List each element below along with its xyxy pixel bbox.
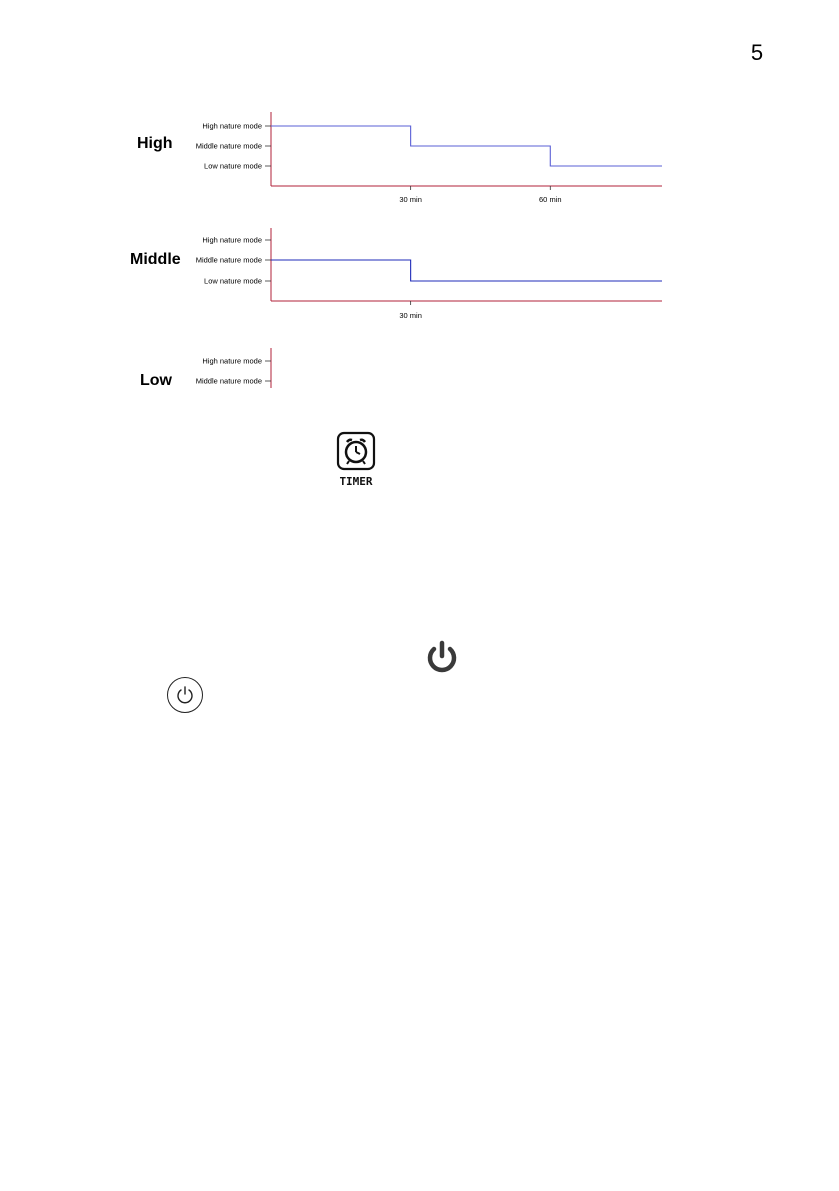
chart-title: Low — [140, 372, 172, 389]
chart-title: Middle — [130, 251, 181, 268]
y-tick-label: Middle nature mode — [195, 141, 262, 151]
y-tick-label: Low nature mode — [204, 161, 262, 171]
page-number: 5 — [750, 40, 764, 65]
y-tick-label: Low nature mode — [204, 276, 262, 286]
chart-title: High — [137, 135, 173, 152]
y-tick-label: Middle nature mode — [195, 255, 262, 265]
timer-button[interactable] — [330, 430, 382, 490]
x-tick-label: 60 min — [539, 195, 562, 204]
y-tick-label: High nature mode — [202, 235, 262, 245]
alarm-clock-icon — [330, 430, 382, 490]
timer-label: TIMER — [339, 475, 373, 488]
y-tick-label: High nature mode — [202, 121, 262, 131]
x-tick-label: 30 min — [399, 311, 422, 320]
power-button-icon[interactable] — [166, 676, 204, 714]
y-tick-label: High nature mode — [202, 356, 262, 366]
y-tick-label: Middle nature mode — [195, 376, 262, 386]
power-icon[interactable] — [424, 640, 460, 674]
x-tick-label: 30 min — [399, 195, 422, 204]
